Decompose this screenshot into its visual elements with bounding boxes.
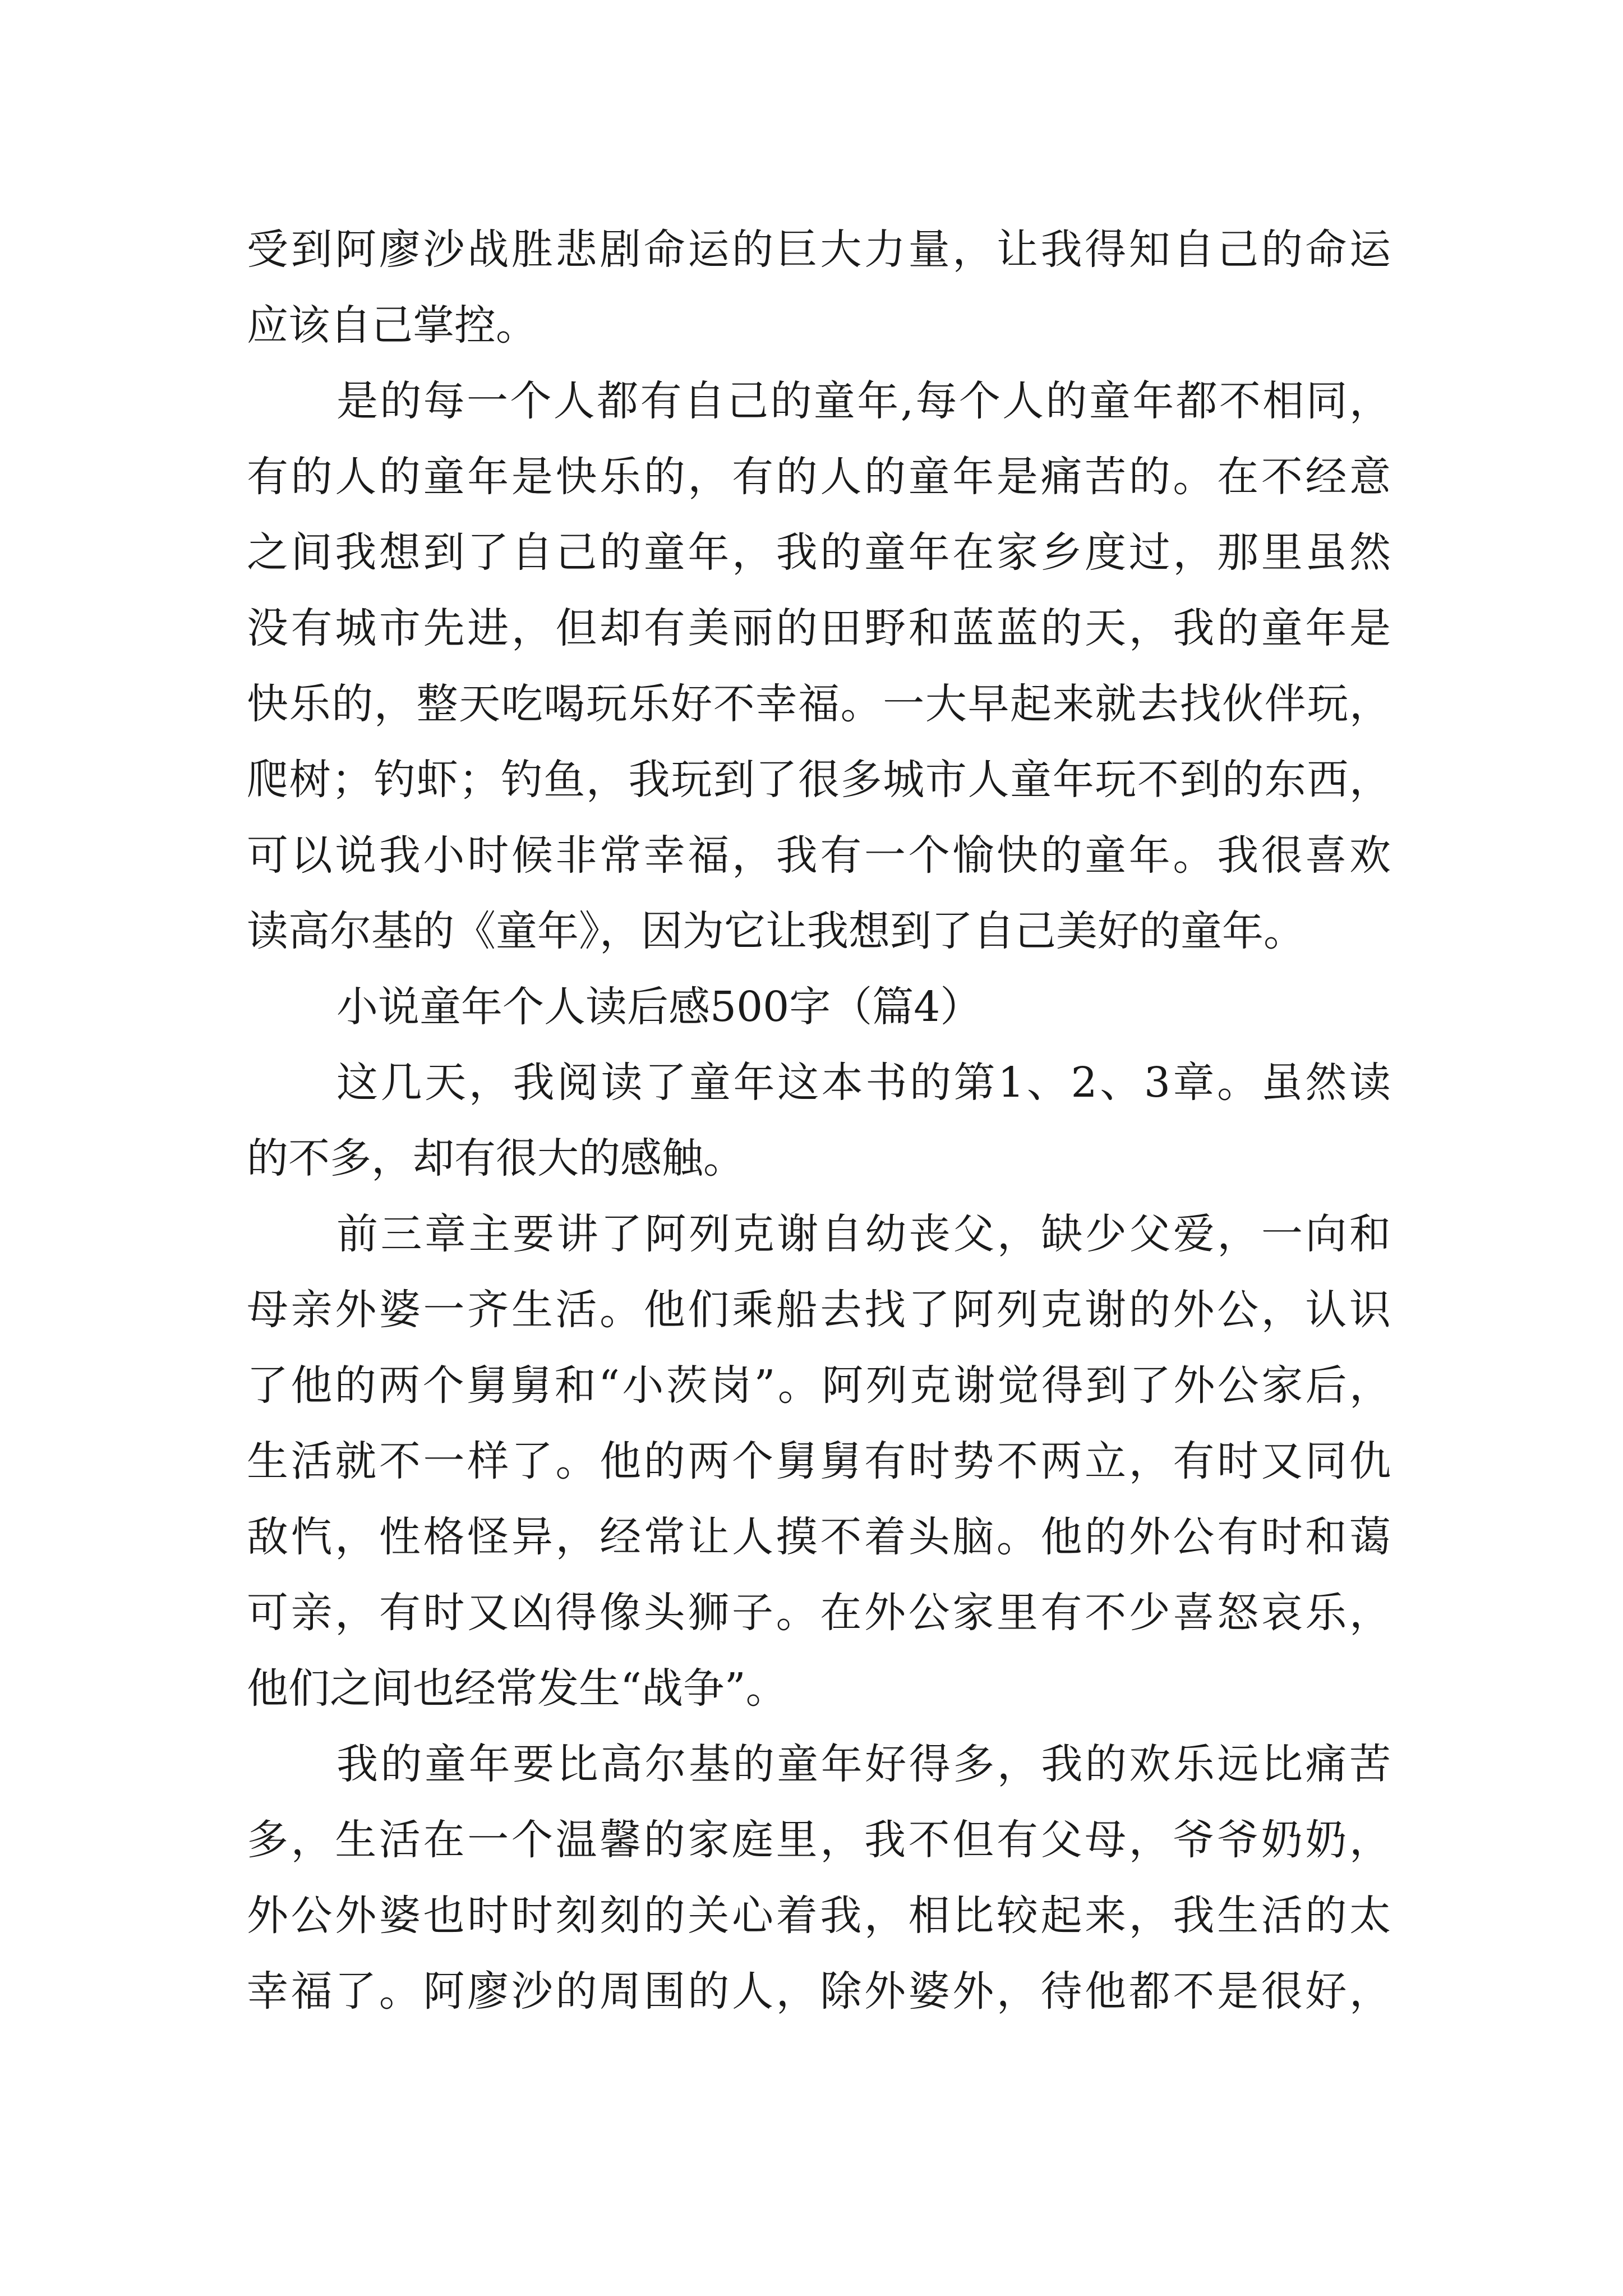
text-line: 是的每一个人都有自己的童年,每个人的童年都不相同，	[336, 377, 1391, 425]
text-line: 读高尔基的《童年》，因为它让我想到了自己美好的童年。	[247, 907, 1305, 955]
text-line: 没有城市先进，但却有美丽的田野和蓝蓝的天，我的童年是	[247, 604, 1391, 652]
text-line: 外公外婆也时时刻刻的关心着我，相比较起来，我生活的太	[247, 1892, 1391, 1940]
text-line: 幸福了。阿廖沙的周围的人，除外婆外，待他都不是很好，	[247, 1967, 1391, 2016]
text-line: 应该自己掌控。	[247, 301, 537, 349]
text-line: 敌忾，性格怪异，经常让人摸不着头脑。他的外公有时和蔼	[247, 1513, 1391, 1561]
text-line: 可亲，有时又凶得像头狮子。在外公家里有不少喜怒哀乐，	[247, 1589, 1391, 1637]
text-line: 我的童年要比高尔基的童年好得多，我的欢乐远比痛苦	[336, 1740, 1391, 1788]
text-line: 受到阿廖沙战胜悲剧命运的巨大力量，让我得知自己的命运	[247, 226, 1391, 274]
text-line: 前三章主要讲了阿列克谢自幼丧父，缺少父爱，一向和	[336, 1210, 1391, 1258]
text-line: 有的人的童年是快乐的，有的人的童年是痛苦的。在不经意	[247, 453, 1391, 501]
text-line: 母亲外婆一齐生活。他们乘船去找了阿列克谢的外公，认识	[247, 1286, 1391, 1334]
text-line: 之间我想到了自己的童年，我的童年在家乡度过，那里虽然	[247, 528, 1391, 577]
text-line: 快乐的，整天吃喝玩乐好不幸福。一大早起来就去找伙伴玩，	[247, 680, 1391, 728]
text-line: 生活就不一样了。他的两个舅舅有时势不两立，有时又同仇	[247, 1437, 1391, 1485]
body-text	[247, 212, 1391, 2030]
text-line: 可以说我小时候非常幸福，我有一个愉快的童年。我很喜欢	[247, 831, 1391, 880]
text-line: 了他的两个舅舅和“小茨岗”。阿列克谢觉得到了外公家后，	[247, 1361, 1391, 1410]
section-heading: 小说童年个人读后感500字（篇4）	[336, 983, 982, 1031]
text-line: 他们之间也经常发生“战争”。	[247, 1664, 787, 1713]
text-line: 这几天，我阅读了童年这本书的第1、2、3章。虽然读	[336, 1059, 1391, 1107]
text-line: 多，生活在一个温馨的家庭里，我不但有父母，爷爷奶奶，	[247, 1816, 1391, 1864]
text-line: 爬树；钓虾；钓鱼，我玩到了很多城市人童年玩不到的东西，	[247, 756, 1391, 804]
text-line: 的不多，却有很大的感触。	[247, 1134, 745, 1182]
